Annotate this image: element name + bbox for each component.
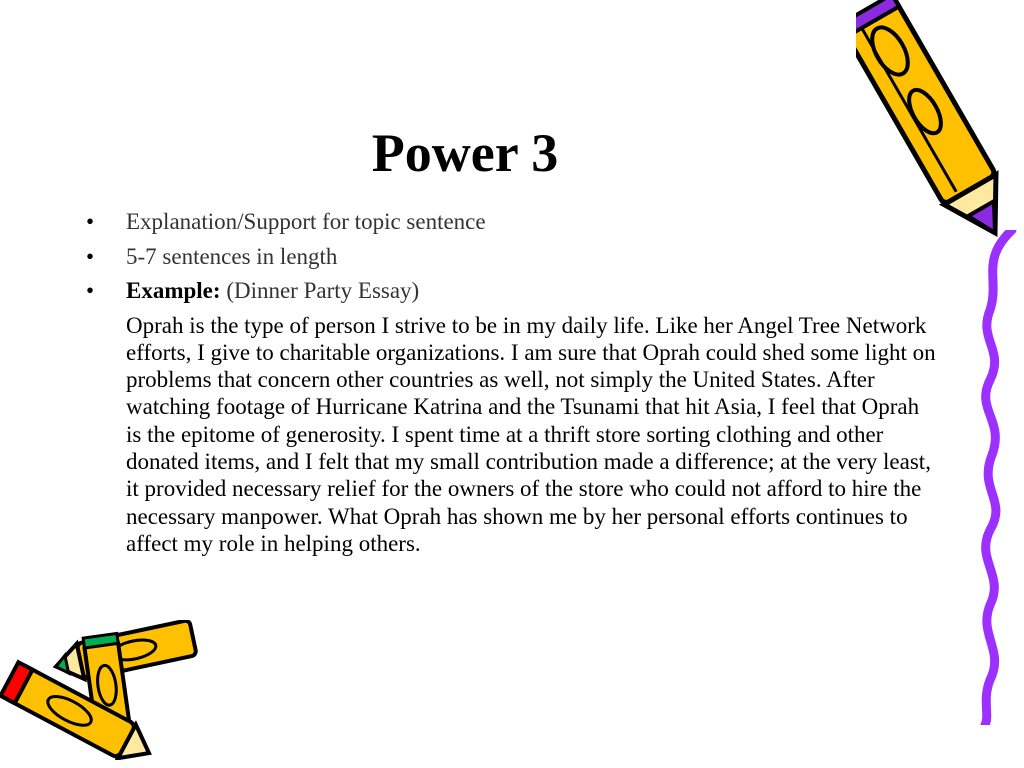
bullet-text: (Dinner Party Essay) [220,278,420,303]
bullet-glyph: • [86,278,95,303]
bullet-glyph: • [86,243,95,269]
bullet-item [86,274,936,309]
bullet-list [86,205,936,309]
bullet-bold-label: Example: [126,278,221,303]
pencils-cluster-icon [0,620,205,760]
slide-body [86,205,936,557]
bullet-glyph: • [86,209,95,234]
bullet-item [86,205,936,240]
squiggle-decoration-icon [960,230,1024,725]
bullet-text: 5-7 sentences in length [126,243,338,269]
pencil-icon [856,0,1006,245]
bullet-text: Explanation/Support for topic sentence [126,209,486,234]
bullet-item [86,240,936,275]
slide-title: Power 3 [371,123,559,183]
example-paragraph: Oprah is the type of person I strive to be in my daily life. Like her Angel Tree Network efforts, I give to charitable organizations. I am sure that Oprah could shed some light on problems that concern other countries as well, not simply the United States. After watching footage of Hurricane Katrina and the Tsunami that hit Asia, I feel that Oprah is the epitome of generosity. I spent time at a thrift store sorting clothing and other donated items, and I felt that my small contribution made a difference; at the very least, it provided necessary relief for the owners of the store who could not afford to hire the necessary manpower. What Oprah has shown me by her personal efforts continues to affect my role in helping others. [126,312,936,556]
